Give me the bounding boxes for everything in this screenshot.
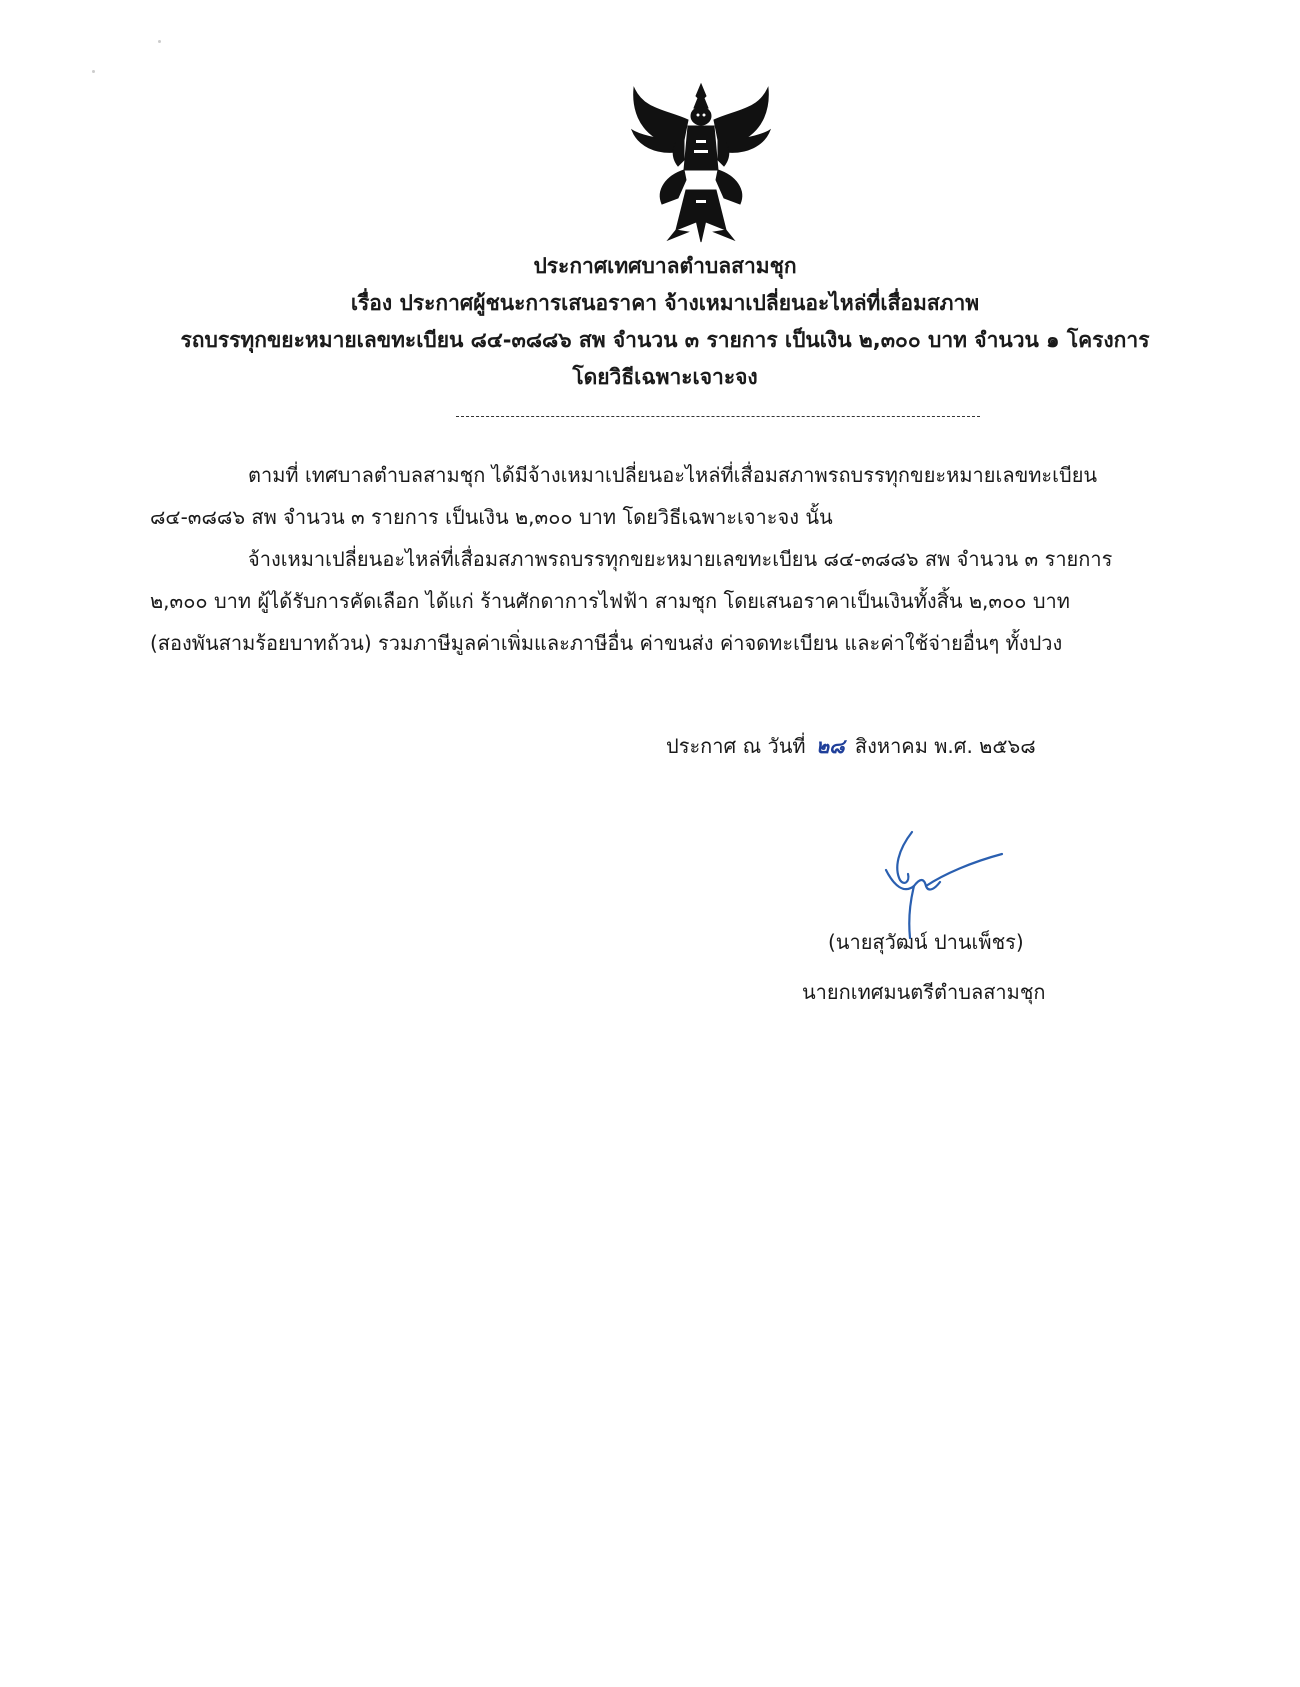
signer-title: นายกเทศมนตรีตำบลสามชุก bbox=[802, 980, 1046, 1004]
paragraph-1-line-1: ตามที่ เทศบาลตำบลสามชุก ได้มีจ้างเหมาเปลี่ยนอะไหล่ที่เสื่อมสภาพรถบรรทุกขยะหมายเลขทะเบียน bbox=[248, 463, 1098, 487]
scan-speck bbox=[92, 70, 95, 73]
date-suffix: สิงหาคม พ.ศ. ๒๕๖๘ bbox=[854, 734, 1036, 758]
paragraph-2-line-3: (สองพันสามร้อยบาทถ้วน) รวมภาษีมูลค่าเพิ่มและภาษีอื่น ค่าขนส่ง ค่าจดทะเบียน และค่าใช้จ่ายอื่นๆ ทั้งปวง bbox=[150, 631, 1063, 655]
paragraph-2-line-2: ๒,๓๐๐ บาท ผู้ได้รับการคัดเลือก ได้แก่ ร้านศักดาการไฟฟ้า สามชุก โดยเสนอราคาเป็นเงินทั้งสิ้น ๒,๓๐๐ บาท bbox=[150, 589, 1070, 613]
date-prefix: ประกาศ ณ วันที่ bbox=[666, 734, 806, 758]
signer-name: (นายสุวัฒน์ ปานเพ็ชร) bbox=[828, 930, 1024, 954]
date-day: ๒๘ bbox=[815, 734, 845, 758]
dashed-divider bbox=[456, 416, 980, 417]
announcement-subject-detail: รถบรรทุกขยะหมายเลขทะเบียน ๘๔-๓๘๘๖ สพ จำนวน ๓ รายการ เป็นเงิน ๒,๓๐๐ บาท จำนวน ๑ โครงการ bbox=[180, 328, 1150, 352]
announcement-body bbox=[150, 454, 1180, 664]
announcement-header bbox=[150, 248, 1180, 396]
paragraph-1-line-2: ๘๔-๓๘๘๖ สพ จำนวน ๓ รายการ เป็นเงิน ๒,๓๐๐ บาท โดยวิธีเฉพาะเจาะจง นั้น bbox=[150, 505, 833, 529]
scan-speck bbox=[158, 40, 161, 43]
announcement-subject: เรื่อง ประกาศผู้ชนะการเสนอราคา จ้างเหมาเปลี่ยนอะไหล่ที่เสื่อมสภาพ bbox=[350, 291, 980, 315]
garuda-emblem-icon bbox=[626, 80, 776, 245]
announcement-title: ประกาศเทศบาลตำบลสามชุก bbox=[533, 254, 797, 278]
announcement-method: โดยวิธีเฉพาะเจาะจง bbox=[572, 365, 758, 389]
announcement-date bbox=[666, 730, 1036, 762]
handwritten-signature bbox=[880, 820, 1020, 940]
paragraph-2-line-1: จ้างเหมาเปลี่ยนอะไหล่ที่เสื่อมสภาพรถบรรทุกขยะหมายเลขทะเบียน ๘๔-๓๘๘๖ สพ จำนวน ๓ รายการ bbox=[248, 547, 1113, 571]
